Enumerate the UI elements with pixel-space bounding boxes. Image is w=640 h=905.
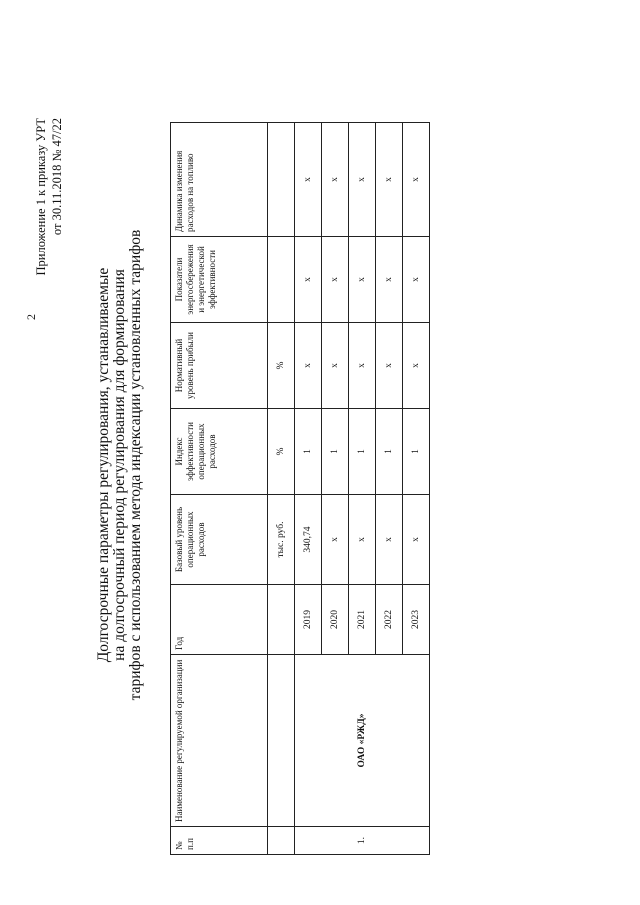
- cell-profit: x: [295, 323, 322, 409]
- units-cell-empty: [268, 237, 295, 323]
- header-index: Индекс эффективности операционных расходов: [171, 409, 268, 495]
- cell-profit: x: [322, 323, 349, 409]
- cell-fuel: x: [295, 123, 322, 237]
- header-profit: Нормативный уровень прибыли: [171, 323, 268, 409]
- row-number: 1.: [295, 827, 430, 855]
- cell-energy: x: [376, 237, 403, 323]
- unit-base: тыс. руб.: [268, 495, 295, 585]
- header-energy: Показатели энергосбережения и энергетической эффективности: [171, 237, 268, 323]
- appendix-line-1: Приложение 1 к приказу УРТ: [34, 118, 48, 276]
- cell-index: 1: [349, 409, 376, 495]
- cell-base: x: [322, 495, 349, 585]
- cell-year: 2019: [295, 585, 322, 655]
- cell-year: 2021: [349, 585, 376, 655]
- cell-index: 1: [295, 409, 322, 495]
- cell-energy: x: [403, 237, 430, 323]
- title-line-3: тарифов с использованием метода индексации установленных тарифов: [127, 229, 144, 701]
- cell-base: 340,74: [295, 495, 322, 585]
- cell-index: 1: [403, 409, 430, 495]
- cell-fuel: x: [403, 123, 430, 237]
- unit-profit: %: [268, 323, 295, 409]
- cell-base: x: [376, 495, 403, 585]
- header-org: Наименование регулируемой организации: [171, 655, 268, 827]
- page-number: 2: [24, 314, 38, 320]
- cell-fuel: x: [376, 123, 403, 237]
- organization-name: ОАО «РЖД»: [295, 655, 430, 827]
- units-cell-empty: [268, 585, 295, 655]
- cell-fuel: x: [349, 123, 376, 237]
- cell-base: x: [403, 495, 430, 585]
- cell-year: 2023: [403, 585, 430, 655]
- cell-profit: x: [376, 323, 403, 409]
- units-cell-empty: [268, 827, 295, 855]
- unit-index: %: [268, 409, 295, 495]
- cell-fuel: x: [322, 123, 349, 237]
- cell-base: x: [349, 495, 376, 585]
- appendix-reference: [33, 118, 65, 605]
- cell-energy: x: [295, 237, 322, 323]
- header-row: [171, 123, 268, 855]
- cell-energy: x: [322, 237, 349, 323]
- units-cell-empty: [268, 123, 295, 237]
- cell-year: 2022: [376, 585, 403, 655]
- table-row: [295, 123, 322, 855]
- cell-energy: x: [349, 237, 376, 323]
- header-num: № п.п: [171, 827, 268, 855]
- header-base: Базовый уровень операционных расходов: [171, 495, 268, 585]
- header-year: Год: [171, 585, 268, 655]
- cell-profit: x: [349, 323, 376, 409]
- appendix-line-2: от 30.11.2018 № 47/22: [50, 118, 64, 236]
- cell-index: 1: [322, 409, 349, 495]
- header-fuel: Динамика изменения расходов на топливо: [171, 123, 268, 237]
- title-line-1: Долгосрочные параметры регулирования, устанавливаемые: [95, 267, 112, 663]
- units-cell-empty: [268, 655, 295, 827]
- cell-index: 1: [376, 409, 403, 495]
- document-title: [96, 175, 144, 755]
- cell-profit: x: [403, 323, 430, 409]
- cell-year: 2020: [322, 585, 349, 655]
- parameters-table: [170, 122, 430, 855]
- title-line-2: на долгосрочный период регулирования для формирования: [111, 269, 128, 661]
- units-row: [268, 123, 295, 855]
